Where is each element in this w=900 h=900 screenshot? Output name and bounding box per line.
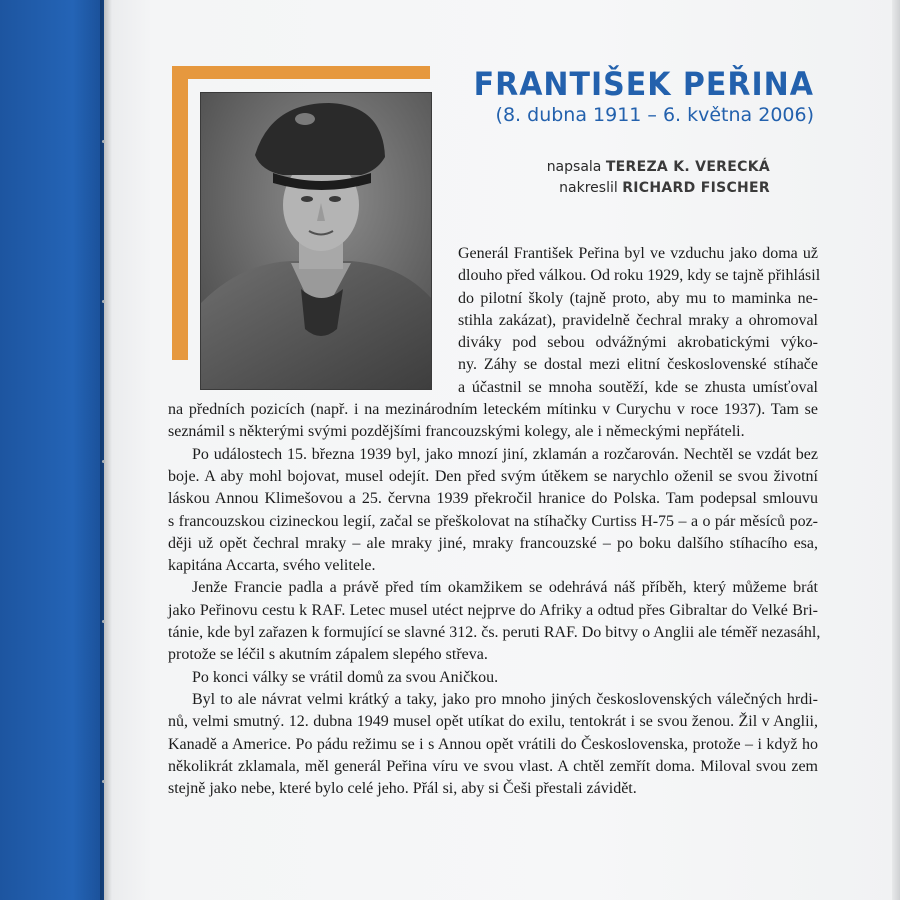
article-body: [168, 243, 821, 800]
body-line: Po událostech 15. března 1939 byl, jako mnozí jiní, zklamán a rozčarován. Nechtěl se vzdát bez: [192, 445, 818, 463]
spine-shadow: [100, 0, 112, 900]
body-line: a účastnil se mnoha soutěží, kde se zhusta umísťoval: [458, 378, 818, 396]
binding-hole: [102, 140, 105, 143]
author-prefix: napsala: [546, 159, 602, 175]
body-line: na předních pozicích (např. i na mezinárodním leteckém mítinku v Curychu v roce 1937). Tam se: [168, 401, 818, 419]
illustrator-credit: [547, 178, 770, 199]
body-line: stihla zakázat), pravidelně čechral mraky a ohromoval: [458, 311, 818, 329]
body-line: stejně jako nebe, které bylo celé jeho. Přál si, aby si Češi přestali závidět.: [168, 780, 637, 798]
book-cover: [0, 0, 104, 900]
body-line: Generál František Peřina byl ve vzduchu jako doma už: [458, 245, 818, 262]
body-line: dlouho před válkou. Od roku 1929, kdy se tajně přihlásil: [458, 267, 821, 285]
body-line: jako Peřinovu cestu k RAF. Letec musel utéct nejprve do Afriky a odtud přes Gibraltar do Velké Bri-: [168, 601, 818, 619]
author-credit: [547, 157, 770, 178]
binding-hole: [102, 300, 105, 303]
body-line: do pilotní školy (tajně proto, aby mu to maminka ne-: [458, 289, 818, 307]
body-line: boje. A aby mohl bojovat, musel odejít. Den před svým útěkem se narychlo oženil se svou životní: [168, 467, 818, 485]
body-line: Byl to ale návrat velmi krátký a taky, jako pro mnoho jiných československých válečných hrdi-: [192, 690, 818, 708]
credits: [547, 157, 770, 199]
illustrator-name: RICHARD FISCHER: [622, 180, 770, 196]
body-line: s francouzskou cizineckou legií, začal se přeškolovat na stíhačky Curtiss H-75 – a o pár měsíců poz-: [168, 512, 818, 530]
body-line: nů, velmi smutný. 12. dubna 1949 musel opět utíkat do exilu, tentokrát i se svou ženou. Žil v Anglii,: [168, 713, 818, 731]
body-line: diváky pod sebou odvážnými akrobatickými výko-: [458, 334, 818, 352]
page-edge: [892, 0, 900, 900]
body-line: seznámil s některými svými pozdějšími francouzskými kolegy, ale i německými nepřáteli.: [168, 423, 745, 441]
body-line: Kanadě a Americe. Po pádu režimu se i s Annou opět vrátili do Československa, protože – i když ho: [168, 735, 818, 753]
life-dates: (8. dubna 1911 – 6. května 2006): [495, 104, 814, 126]
binding-hole: [102, 620, 105, 623]
orange-frame-top: [172, 66, 430, 79]
body-line: láskou Annou Klimešovou a 25. června 1939 překročil hranice do Polska. Tam podepsal smlouvu: [168, 490, 818, 508]
article-title: FRANTIŠEK PEŘINA: [473, 66, 814, 104]
binding-hole: [102, 460, 105, 463]
body-line: kapitána Accarta, svého velitele.: [168, 557, 376, 575]
body-line: několikrát zklamala, měl generál Peřina víru ve svou vlast. A chtěl zemřít doma. Miloval svou zem: [168, 757, 818, 775]
illustrator-prefix: nakreslil: [559, 180, 618, 196]
body-line: tánie, kde byl zařazen k formující se slavné 312. čs. peruti RAF. Do bitvy o Anglii ale téměř nezasáhl,: [168, 624, 821, 642]
binding-hole: [102, 780, 105, 783]
body-line: Jenže Francie padla a právě před tím okamžikem se odehrává náš příběh, který můžeme brát: [192, 579, 818, 597]
body-line: ny. Záhy se dostal mezi elitní československé stíhače: [458, 356, 818, 374]
body-line: protože se léčil s akutním zápalem slepého střeva.: [168, 646, 488, 664]
author-name: TEREZA K. VERECKÁ: [605, 159, 770, 175]
body-line: ději už opět čechral mraky – ale mraky jiné, mraky francouzské – po boku dalšího stíhacího esa,: [168, 534, 818, 552]
body-line: Po konci války se vrátil domů za svou Aničkou.: [192, 668, 499, 686]
